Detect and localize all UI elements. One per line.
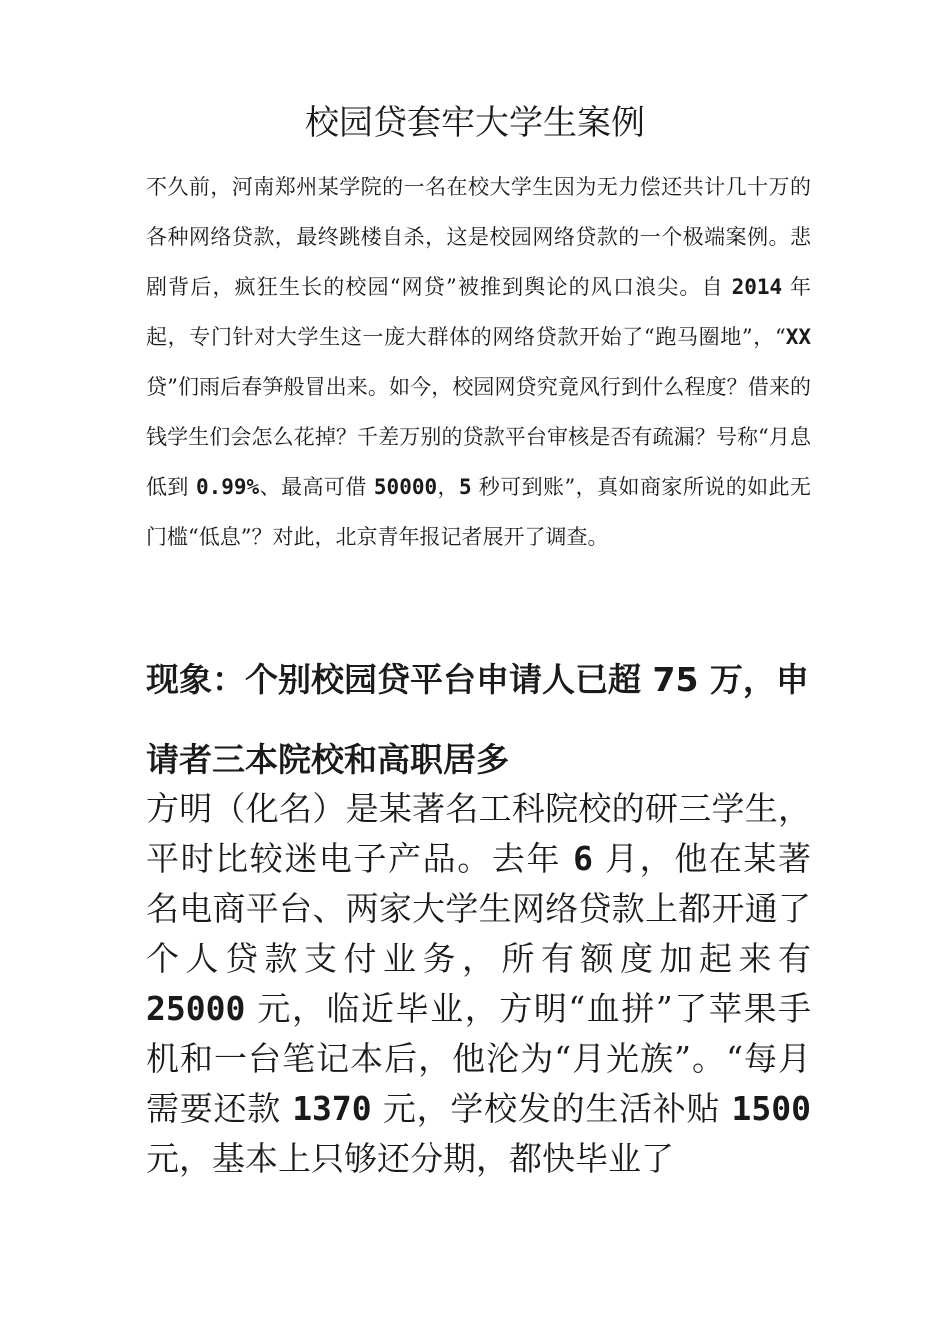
intro-number-xx: XX [785, 325, 811, 349]
intro-number-year: 2014 [731, 275, 783, 299]
body-text-3: 元，临近毕业，方明“血拼”了苹果手机和一台笔记本后，他沦为“月光族”。“每月需要还款 [146, 989, 811, 1128]
intro-text-2: 年起，专门针对大学生这一庞大群体的网络贷款开始了“跑马圈地”，“ [146, 275, 811, 349]
body-text-1: 方明（化名）是某著名工科院校的研三学生，平时比较迷电子产品。去年 [146, 789, 811, 878]
body-number-repayment: 1370 [292, 1089, 372, 1128]
body-text-2: 月，他在某著名电商平台、两家大学生网络贷款上都开通了个人贷款支付业务，所有额度加起来有 [146, 839, 811, 978]
intro-number-amount: 50000 [373, 475, 438, 499]
intro-text-1: 不久前，河南郑州某学院的一名在校大学生因为无力偿还共计几十万的各种网络贷款，最终跳楼自杀，这是校园网络贷款的一个极端案例。悲剧背后，疯狂生长的校园“网贷”被推到舆论的风口浪尖。自 [146, 175, 811, 299]
intro-text-6: 秒可到账”，真如商家所说的如此无门槛“低息”？对此，北京青年报记者展开了调查。 [146, 475, 811, 549]
body-text-4: 元，学校发的生活补贴 [371, 1089, 732, 1128]
body-number-credit: 25000 [146, 989, 246, 1028]
body-number-subsidy: 1500 [731, 1089, 811, 1128]
intro-number-rate: 0.99% [195, 475, 260, 499]
body-text-5: 元，基本上只够还分期，都快毕业了 [146, 1139, 674, 1178]
intro-number-seconds: 5 [459, 475, 472, 499]
intro-text-4: 、最高可借 [259, 475, 374, 499]
document-title: 校园贷套牢大学生案例 [305, 103, 645, 143]
body-number-month: 6 [573, 839, 593, 878]
intro-text-3: 贷”们雨后春笋般冒出来。如今，校园网贷究竟风行到什么程度？借来的钱学生们会怎么花掉？千差万别的贷款平台审核是否有疏漏？号称“月息低到 [146, 375, 811, 499]
intro-paragraph [146, 162, 811, 562]
section-heading: 现象：个别校园贷平台申请人已超 75 万，申请者三本院校和高职居多 [146, 660, 809, 779]
body-paragraph [146, 784, 811, 1184]
intro-text-5: ， [437, 475, 459, 499]
